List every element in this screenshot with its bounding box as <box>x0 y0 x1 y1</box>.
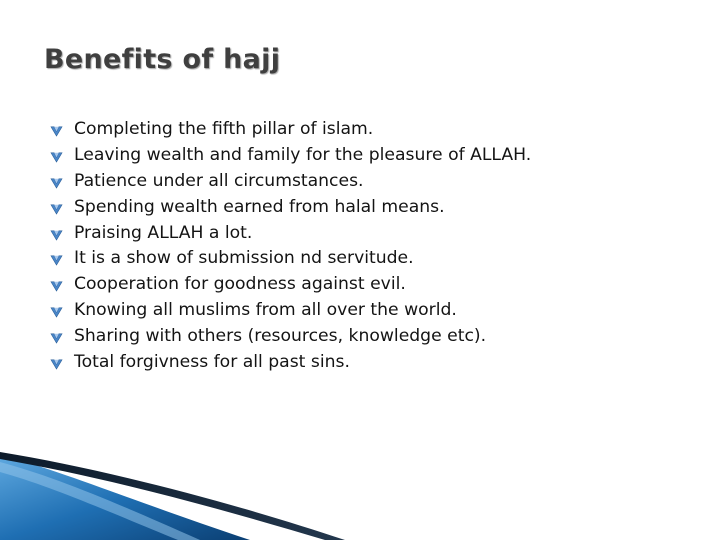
bullet-text: It is a show of submission nd servitude. <box>74 248 414 269</box>
bullet-text: Total forgivness for all past sins. <box>74 352 350 373</box>
list-item <box>48 221 531 247</box>
dark-corner-stripe <box>0 452 345 540</box>
diamond-arrow-bullet-icon <box>50 124 63 137</box>
bullet-text: Praising ALLAH a lot. <box>74 222 253 243</box>
bullet-text: Sharing with others (resources, knowledge etc). <box>74 326 487 347</box>
bullet-list <box>48 117 531 376</box>
bullet-text: Knowing all muslims from all over the world. <box>74 300 457 321</box>
diamond-arrow-bullet-icon <box>50 150 63 163</box>
bullet-text: Patience under all circumstances. <box>74 170 364 191</box>
list-item <box>48 350 531 376</box>
diamond-arrow-bullet-icon <box>50 279 63 292</box>
bullet-text: Completing the fifth pillar of islam. <box>74 119 374 139</box>
diamond-arrow-bullet-icon <box>50 202 63 215</box>
diamond-arrow-bullet-icon <box>50 253 63 266</box>
diamond-arrow-bullet-icon <box>50 228 63 241</box>
light-swoosh-highlight <box>0 462 200 540</box>
diamond-arrow-bullet-icon <box>50 357 63 370</box>
blue-corner-swoosh <box>0 455 250 540</box>
diamond-arrow-bullet-icon <box>50 305 63 318</box>
list-item <box>48 324 531 350</box>
bullet-text: Spending wealth earned from halal means. <box>74 196 445 217</box>
bullet-text: Cooperation for goodness against evil. <box>74 274 406 295</box>
bullet-text: Leaving wealth and family for the pleasure of ALLAH. <box>74 144 532 165</box>
list-item <box>48 246 531 272</box>
slide-title: Benefits of hajj <box>44 44 281 75</box>
diamond-arrow-bullet-icon <box>50 176 63 189</box>
list-item <box>48 298 531 324</box>
list-item <box>48 169 531 195</box>
list-item <box>48 195 531 221</box>
list-item <box>48 272 531 298</box>
diamond-arrow-bullet-icon <box>50 331 63 344</box>
list-item <box>48 117 531 143</box>
list-item <box>48 143 531 169</box>
